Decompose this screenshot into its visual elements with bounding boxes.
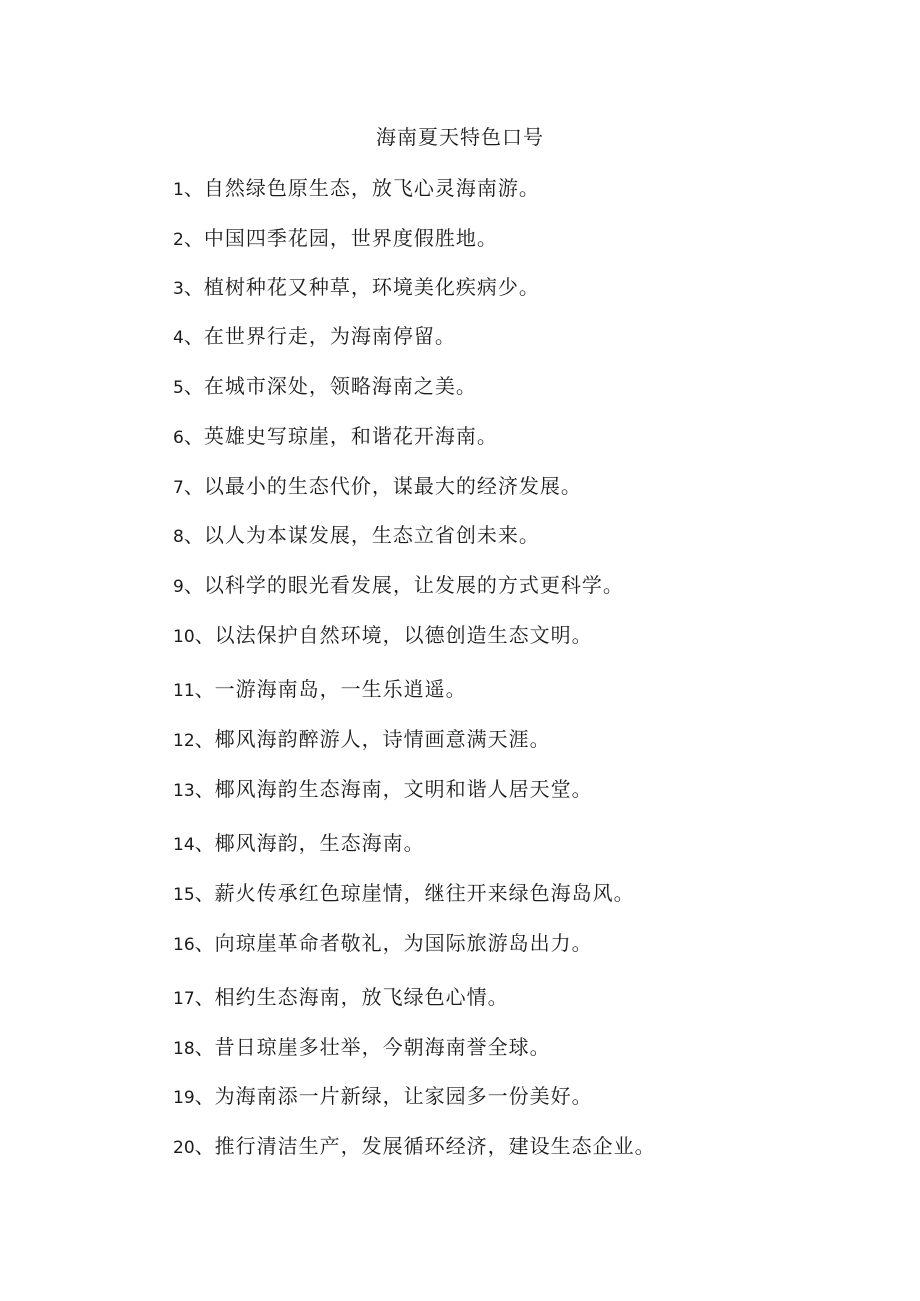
slogan-number: 11 (173, 681, 195, 701)
slogan-separator: 、 (194, 985, 215, 1009)
slogan-number: 2 (173, 230, 184, 250)
slogan-number: 18 (173, 1039, 195, 1059)
slogan-number: 20 (173, 1138, 195, 1158)
slogan-separator: 、 (183, 226, 204, 250)
slogan-item (173, 1132, 656, 1162)
slogan-number: 7 (173, 478, 184, 498)
slogan-separator: 、 (183, 424, 204, 448)
slogan-text: 椰风海韵醉游人，诗情画意满天涯。 (214, 727, 551, 751)
slogan-text: 以人为本谋发展，生态立省创未来。 (203, 523, 540, 547)
slogan-item (173, 621, 593, 651)
slogan-item (173, 725, 551, 755)
slogan-item (173, 273, 540, 303)
slogan-number: 10 (173, 627, 195, 647)
slogan-separator: 、 (183, 176, 204, 200)
slogan-text: 在城市深处，领略海南之美。 (203, 374, 477, 398)
slogan-separator: 、 (183, 374, 204, 398)
slogan-separator: 、 (183, 474, 204, 498)
slogan-number: 16 (173, 935, 195, 955)
slogan-separator: 、 (183, 324, 204, 348)
slogan-text: 英雄史写琼崖，和谐花开海南。 (203, 424, 498, 448)
slogan-item (173, 174, 540, 204)
slogan-separator: 、 (194, 931, 215, 955)
slogan-text: 椰风海韵，生态海南。 (214, 831, 425, 855)
slogan-number: 1 (173, 180, 184, 200)
slogan-text: 中国四季花园，世界度假胜地。 (203, 226, 498, 250)
slogan-item (173, 879, 635, 909)
slogan-item (173, 422, 498, 452)
slogan-text: 以科学的眼光看发展，让发展的方式更科学。 (203, 573, 624, 597)
slogan-text: 椰风海韵生态海南，文明和谐人居天堂。 (214, 777, 593, 801)
slogan-separator: 、 (183, 573, 204, 597)
slogan-item (173, 675, 467, 705)
slogan-number: 12 (173, 731, 195, 751)
slogan-number: 13 (173, 781, 195, 801)
slogan-item (173, 1082, 593, 1112)
slogan-separator: 、 (194, 727, 215, 751)
slogan-text: 推行清洁生产，发展循环经济，建设生态企业。 (214, 1134, 656, 1158)
slogan-text: 植树种花又种草，环境美化疾病少。 (203, 275, 540, 299)
slogan-separator: 、 (183, 523, 204, 547)
slogan-item (173, 322, 456, 352)
slogan-text: 向琼崖革命者敬礼，为国际旅游岛出力。 (214, 931, 593, 955)
slogan-number: 3 (173, 279, 184, 299)
slogan-item (173, 829, 425, 859)
slogan-item (173, 372, 477, 402)
slogan-text: 一游海南岛，一生乐逍遥。 (214, 677, 467, 701)
slogan-number: 14 (173, 835, 195, 855)
slogan-item (173, 571, 624, 601)
slogan-separator: 、 (194, 1035, 215, 1059)
slogan-text: 自然绿色原生态，放飞心灵海南游。 (203, 176, 540, 200)
slogan-number: 4 (173, 328, 184, 348)
slogan-number: 19 (173, 1088, 195, 1108)
slogan-item (173, 929, 593, 959)
slogan-item (173, 775, 593, 805)
slogan-item (173, 224, 498, 254)
slogan-item (173, 472, 582, 502)
slogan-item (173, 983, 509, 1013)
slogan-number: 9 (173, 577, 184, 597)
slogan-separator: 、 (194, 777, 215, 801)
slogan-text: 薪火传承红色琼崖情，继往开来绿色海岛风。 (214, 881, 635, 905)
slogan-separator: 、 (194, 1084, 215, 1108)
slogan-item (173, 1033, 551, 1063)
slogan-separator: 、 (194, 1134, 215, 1158)
slogan-text: 为海南添一片新绿，让家园多一份美好。 (214, 1084, 593, 1108)
slogan-text: 相约生态海南，放飞绿色心情。 (214, 985, 509, 1009)
slogan-separator: 、 (183, 275, 204, 299)
slogan-text: 在世界行走，为海南停留。 (203, 324, 456, 348)
slogan-number: 8 (173, 527, 184, 547)
slogan-text: 以最小的生态代价，谋最大的经济发展。 (203, 474, 582, 498)
slogan-number: 6 (173, 428, 184, 448)
slogan-number: 5 (173, 378, 184, 398)
slogan-item (173, 521, 540, 551)
slogan-number: 15 (173, 885, 195, 905)
slogan-separator: 、 (194, 677, 215, 701)
slogan-separator: 、 (194, 623, 215, 647)
slogan-text: 以法保护自然环境，以德创造生态文明。 (214, 623, 593, 647)
slogan-separator: 、 (194, 881, 215, 905)
document-title: 海南夏天特色口号 (376, 125, 544, 149)
slogan-separator: 、 (194, 831, 215, 855)
slogan-number: 17 (173, 989, 195, 1009)
slogan-text: 昔日琼崖多壮举，今朝海南誉全球。 (214, 1035, 551, 1059)
